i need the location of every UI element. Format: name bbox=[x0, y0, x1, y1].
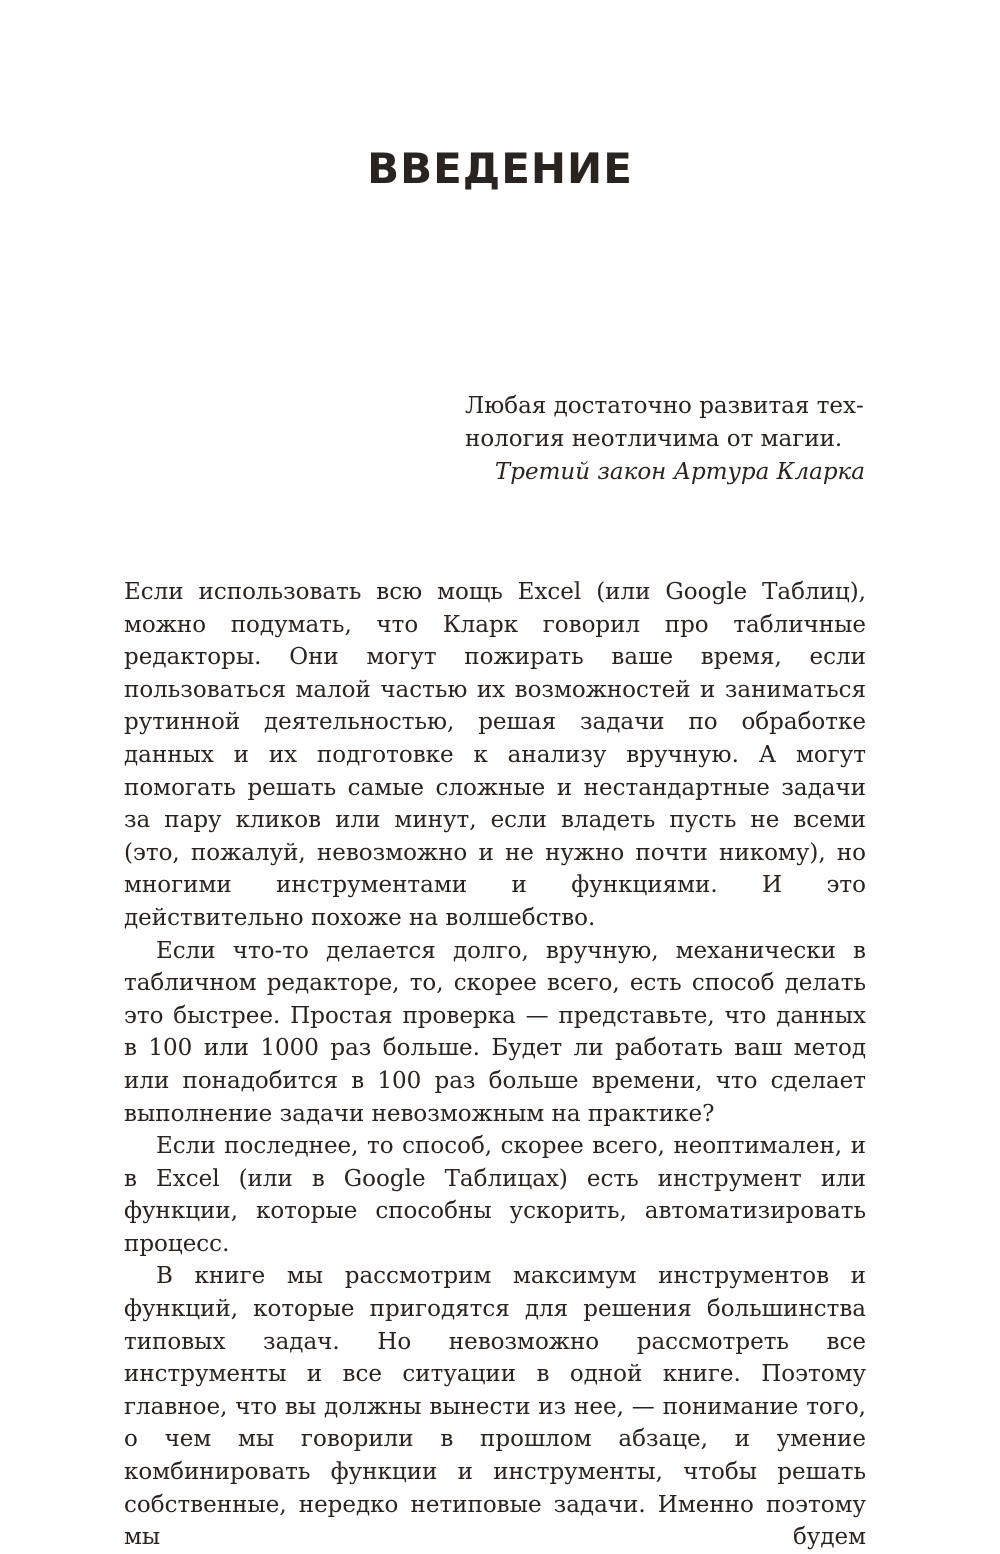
epigraph bbox=[465, 390, 865, 489]
epigraph-line-2: нология неотличима от магии. bbox=[465, 426, 843, 452]
chapter-body bbox=[124, 576, 866, 1554]
paragraph-4: В книге мы рассмотрим максимум инструментов и функций, которые пригодятся для решения большинства типовых задач. Но невозможно рассмотреть все инструменты и все ситуации в одной книге. Поэтому главное, что вы должны вынести из нее, — понимание того, о чем мы говорили в прошлом абзаце, и умение комбинировать функции и инструменты, чтобы решать собственные, нередко нетиповые задачи. Именно поэтому мы будем bbox=[124, 1263, 866, 1551]
chapter-title: ВВЕДЕНИЕ bbox=[367, 144, 633, 193]
epigraph-line-1: Любая достаточно развитая тех- bbox=[465, 393, 864, 419]
paragraph-3: Если последнее, то способ, скорее всего, неоптимален, и в Excel (или в Google Таблицах) есть инструмент или функции, которые способны ускорить, автоматизировать процесс. bbox=[124, 1133, 866, 1257]
paragraph-2: Если что-то делается долго, вручную, механически в табличном редакторе, то, скорее всего, есть способ делать это быстрее. Простая проверка — представьте, что данных в 100 или 1000 раз больше. Будет ли работать ваш метод или понадобится в 100 раз больше времени, что сделает выполнение задачи невозможным на практике? bbox=[124, 937, 866, 1127]
paragraph-1: Если использовать всю мощь Excel (или Google Таблиц), можно подумать, что Кларк говорил про табличные редакторы. Они могут пожирать ваше время, если пользоваться малой частью их возможностей и заниматься рутинной деятельностью, решая задачи по обработке данных и их подготовке к анализу вручную. А могут помогать решать самые сложные и нестандартные задачи за пару кликов или минут, если владеть пусть не всеми (это, пожалуй, невозможно и не нужно почти никому), но многими инструментами и функциями. И это действительно похоже на волшебство. bbox=[124, 579, 866, 931]
epigraph-author: Третий закон Артура Кларка bbox=[494, 459, 865, 485]
